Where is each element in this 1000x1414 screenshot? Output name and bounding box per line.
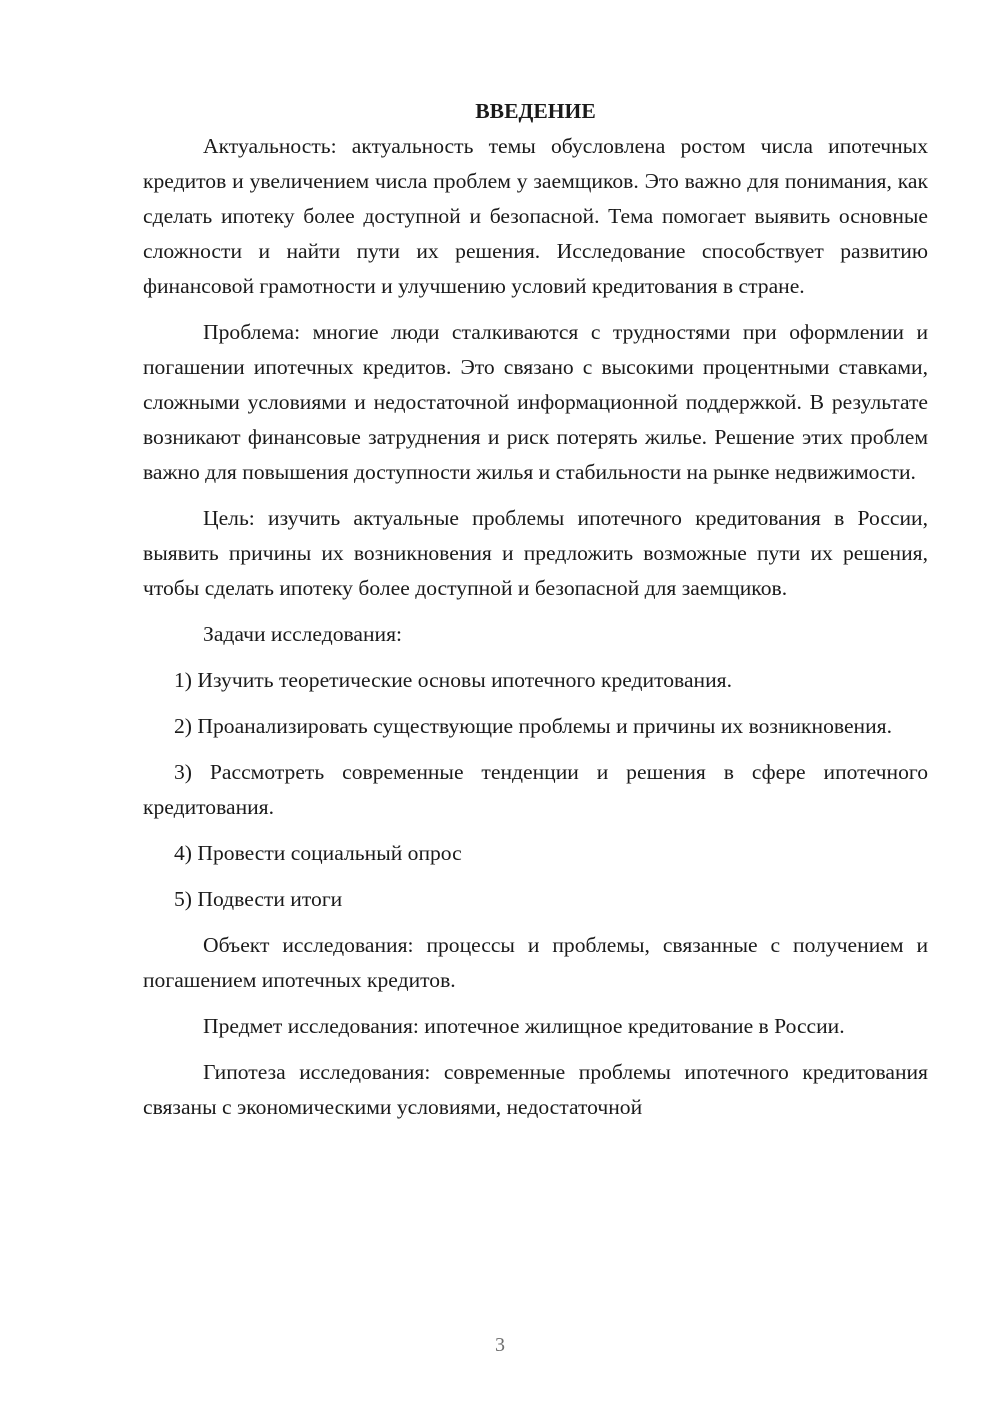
task-item-5: 5) Подвести итоги: [174, 887, 343, 911]
task-item-2: 2) Проанализировать существующие проблемы и причины их возникновения.: [174, 714, 892, 738]
tasks-heading: Задачи исследования:: [203, 622, 403, 646]
paragraph-object: Объект исследования: процессы и проблемы, связанные с получением и погашением ипотечных кредитов.: [143, 933, 928, 992]
paragraph-goal: Цель: изучить актуальные проблемы ипотечного кредитования в России, выявить причины их возникновения и предложить возможные пути их решения, чтобы сделать ипотеку более доступной и безопасной для заемщиков.: [143, 506, 928, 600]
page-title: ВВЕДЕНИЕ: [475, 99, 596, 123]
paragraph-relevance: Актуальность: актуальность темы обусловлена ростом числа ипотечных кредитов и увеличением числа проблем у заемщиков. Это важно для понимания, как сделать ипотеку более доступной и безопасной. Тема помогает выявить основные сложности и найти пути их решения. Исследование способствует развитию финансовой грамотности и улучшению условий кредитования в стране.: [143, 134, 928, 298]
paragraph-hypothesis: Гипотеза исследования: современные проблемы ипотечного кредитования связаны с экономическими условиями, недостаточной: [143, 1060, 928, 1119]
page-number: 3: [495, 1334, 505, 1356]
task-item-4: 4) Провести социальный опрос: [174, 841, 462, 865]
paragraph-problem: Проблема: многие люди сталкиваются с трудностями при оформлении и погашении ипотечных кредитов. Это связано с высокими процентными ставками, сложными условиями и недостаточной информационной поддержкой. В результате возникают финансовые затруднения и риск потерять жилье. Решение этих проблем важно для повышения доступности жилья и стабильности на рынке недвижимости.: [143, 320, 928, 484]
document-page: [143, 94, 928, 1125]
task-item-3: 3) Рассмотреть современные тенденции и решения в сфере ипотечного кредитования.: [143, 760, 928, 819]
task-item-1: 1) Изучить теоретические основы ипотечного кредитования.: [174, 668, 732, 692]
paragraph-subject: Предмет исследования: ипотечное жилищное кредитование в России.: [203, 1014, 845, 1038]
